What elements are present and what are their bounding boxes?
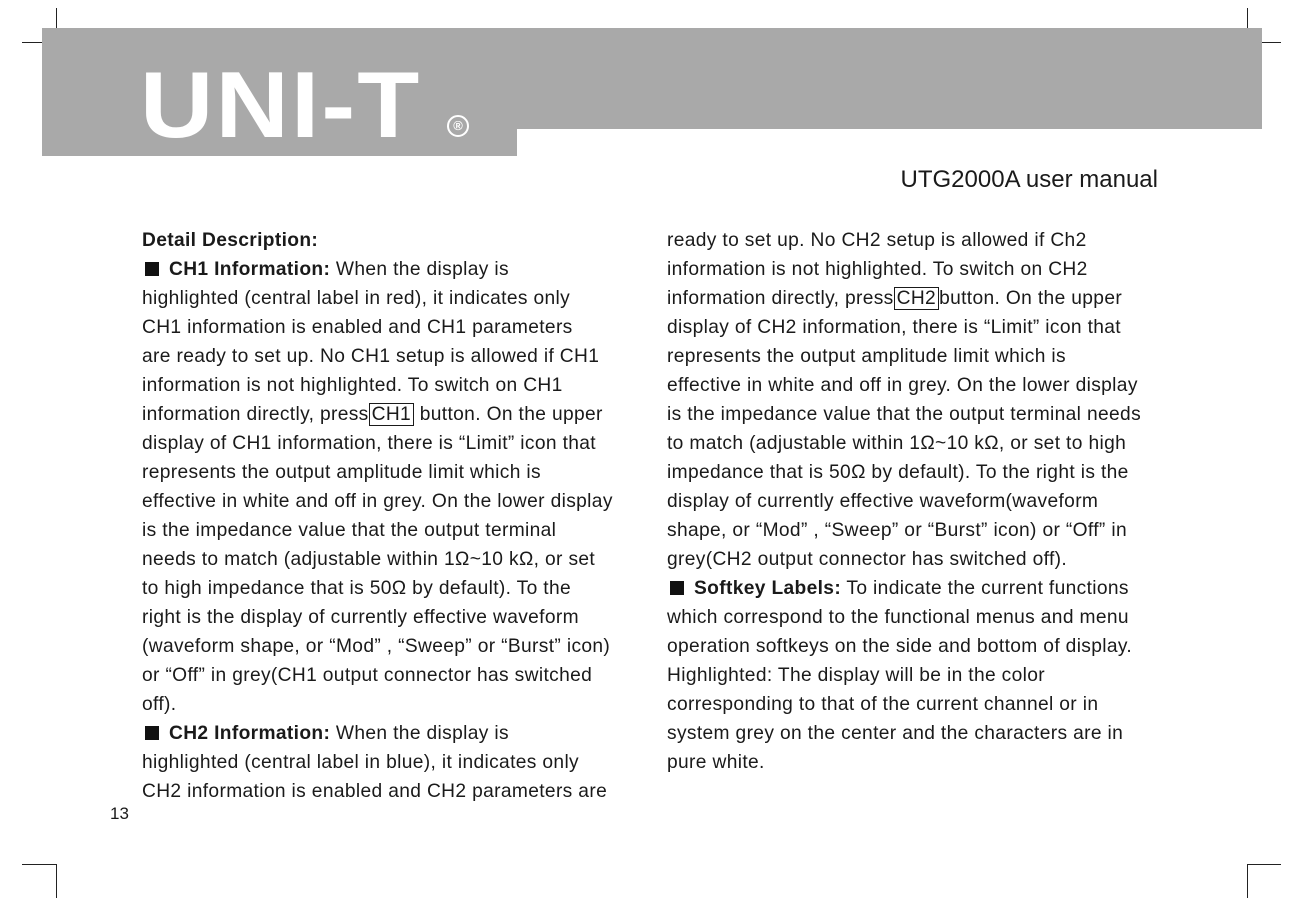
text-line: CH2 information is enabled and CH2 parameters are xyxy=(142,781,608,802)
ch2-intro-line: CH2 Information: When the display is xyxy=(142,719,662,748)
text-line: (waveform shape, or “Mod” , “Sweep” or “Burst” icon) xyxy=(142,636,611,657)
text-line: information is not highlighted. To switch on CH1 xyxy=(142,375,563,396)
text-line: off). xyxy=(142,694,177,715)
ch2-key-box: CH2 xyxy=(894,287,939,310)
text-line: is the impedance value that the output terminal xyxy=(142,520,557,541)
text-line: shape, or “Mod” , “Sweep” or “Burst” icon) or “Off” in xyxy=(667,520,1127,541)
text-line: to high impedance that is 50Ω by default). To the xyxy=(142,578,572,599)
text-line: represents the output amplitude limit which is xyxy=(667,346,1066,367)
text-line: effective in white and off in grey. On the lower display xyxy=(142,491,613,512)
text-line: display of CH2 information, there is “Limit” icon that xyxy=(667,317,1121,338)
ch2-label: CH2 Information: xyxy=(169,723,331,744)
text-line: effective in white and off in grey. On the lower display xyxy=(667,375,1138,396)
text-line: highlighted (central label in red), it indicates only xyxy=(142,288,571,309)
text-line: are ready to set up. No CH1 setup is allowed if CH1 xyxy=(142,346,600,367)
ch1-label: CH1 Information: xyxy=(169,259,331,280)
text-line: right is the display of currently effective waveform xyxy=(142,607,579,628)
softkey-intro-line: Softkey Labels: To indicate the current functions xyxy=(667,574,1197,603)
bullet-square-icon xyxy=(670,581,684,595)
text-line: system grey on the center and the characters are in xyxy=(667,723,1124,744)
ch2-key-line: information directly, press CH2 button. On the upper xyxy=(667,288,1123,309)
brand-logo: UNI-T xyxy=(140,52,422,157)
text-line: information is not highlighted. To switch on CH2 xyxy=(667,259,1088,280)
text-line: Highlighted: The display will be in the color xyxy=(667,665,1046,686)
text-line: highlighted (central label in blue), it indicates only xyxy=(142,752,580,773)
manual-title: UTG2000A user manual xyxy=(900,166,1158,193)
text-line: display of currently effective waveform(waveform xyxy=(667,491,1099,512)
crop-mark xyxy=(1247,864,1248,898)
crop-mark xyxy=(22,864,56,865)
text-line: ready to set up. No CH2 setup is allowed if Ch2 xyxy=(667,230,1087,251)
text-line: impedance that is 50Ω by default). To the right is the xyxy=(667,462,1129,483)
text-line: to match (adjustable within 1Ω~10 kΩ, or set to high xyxy=(667,433,1127,454)
text-line: grey(CH2 output connector has switched off). xyxy=(667,549,1068,570)
ch1-key-box: CH1 xyxy=(369,403,414,426)
crop-mark xyxy=(1248,864,1281,865)
text-line: operation softkeys on the side and bottom of display. xyxy=(667,636,1133,657)
text-line: pure white. xyxy=(667,752,765,773)
text-line: which correspond to the functional menus and menu xyxy=(667,607,1129,628)
bullet-square-icon xyxy=(145,262,159,276)
left-column xyxy=(142,226,662,806)
text-line: represents the output amplitude limit which is xyxy=(142,462,541,483)
text-line: CH1 information is enabled and CH1 parameters xyxy=(142,317,573,338)
ch1-key-line: information directly, press CH1 button. On the upper xyxy=(142,404,603,425)
crop-mark xyxy=(56,864,57,898)
registered-mark-icon: ® xyxy=(447,115,469,137)
text-line: is the impedance value that the output terminal needs xyxy=(667,404,1142,425)
right-column xyxy=(667,226,1197,777)
section-heading: Detail Description: xyxy=(142,230,319,251)
text-line: display of CH1 information, there is “Limit” icon that xyxy=(142,433,596,454)
text-line: corresponding to that of the current channel or in xyxy=(667,694,1099,715)
softkey-label: Softkey Labels: xyxy=(694,578,842,599)
page-number: 13 xyxy=(110,804,129,823)
bullet-square-icon xyxy=(145,726,159,740)
text-line: needs to match (adjustable within 1Ω~10 kΩ, or set xyxy=(142,549,596,570)
text-line: or “Off” in grey(CH1 output connector has switched xyxy=(142,665,593,686)
ch1-intro-line: CH1 Information: When the display is xyxy=(142,255,662,284)
